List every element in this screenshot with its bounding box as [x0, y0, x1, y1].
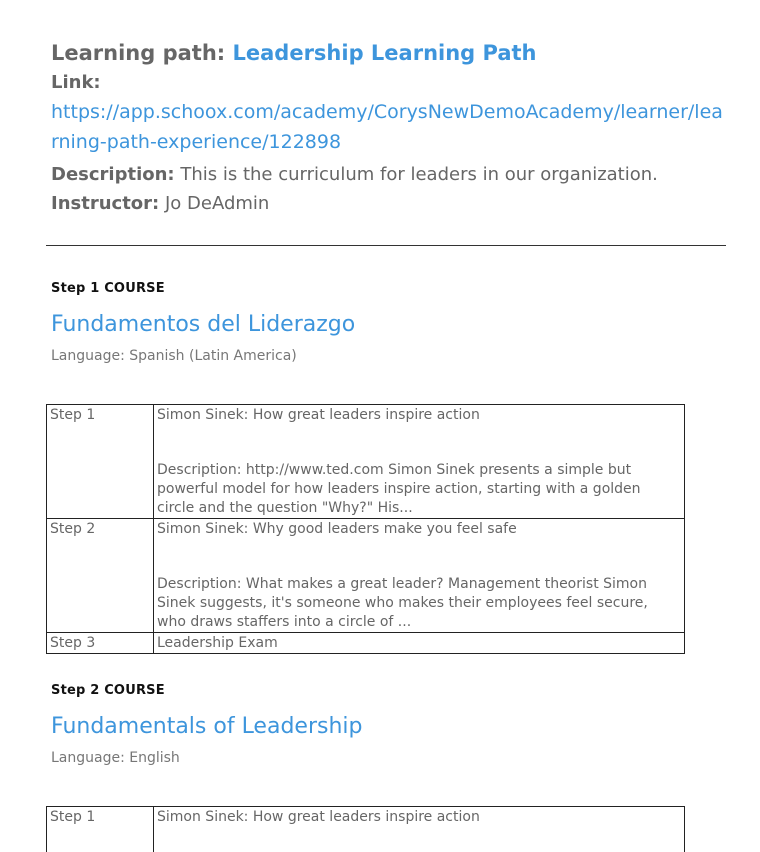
instructor-label: Instructor: — [51, 193, 160, 214]
step-title[interactable]: Simon Sinek: Why good leaders make you feel safe — [157, 521, 517, 537]
step-title[interactable]: Simon Sinek: How great leaders inspire action — [157, 407, 480, 423]
learning-path-link[interactable]: https://app.schoox.com/academy/CorysNewDemoAcademy/learner/learning-path-experience/122898 — [51, 101, 723, 153]
link-row — [51, 68, 731, 97]
description-text: This is the curriculum for leaders in our organization. — [180, 164, 658, 185]
learning-path-title — [51, 38, 731, 68]
course-section — [51, 683, 731, 767]
course-step-label: Step 2 COURSE — [51, 683, 165, 698]
description-label: Description: — [51, 164, 175, 185]
description-row — [51, 160, 731, 189]
learning-path-title-label: Learning path: — [51, 41, 226, 65]
instructor-row — [51, 189, 731, 218]
table-row — [47, 519, 685, 633]
step-number-cell: Step 3 — [47, 633, 154, 654]
table-row — [47, 633, 685, 654]
course-steps-table — [46, 404, 685, 654]
course-title[interactable]: Fundamentals of Leadership — [51, 714, 363, 739]
step-number-cell: Step 2 — [47, 519, 154, 633]
step-title[interactable]: Simon Sinek: How great leaders inspire action — [157, 809, 480, 825]
learning-path-header — [51, 38, 731, 218]
instructor-name: Jo DeAdmin — [164, 193, 270, 214]
step-number-cell: Step 1 — [47, 405, 154, 519]
table-row — [47, 405, 685, 519]
course-steps-table — [46, 806, 685, 852]
course-step-label: Step 1 COURSE — [51, 281, 165, 296]
step-content-cell — [154, 633, 685, 654]
step-description: Description: What makes a great leader? Management theorist Simon Sinek suggests, it's someone who makes their employees feel secure, who draws staffers into a circle of ... — [157, 576, 648, 630]
step-content-cell — [154, 807, 685, 852]
header-divider — [46, 245, 726, 246]
step-number-cell: Step 1 — [47, 807, 154, 852]
course-section — [51, 281, 731, 365]
course-language: Language: Spanish (Latin America) — [51, 348, 297, 364]
step-description: Description: http://www.ted.com Simon Sinek presents a simple but powerful model for how leaders inspire action, starting with a golden circle and the question "Why?" His... — [157, 462, 641, 516]
table-row — [47, 807, 685, 852]
course-language: Language: English — [51, 750, 180, 766]
learning-path-name[interactable]: Leadership Learning Path — [232, 41, 537, 65]
step-content-cell — [154, 519, 685, 633]
step-content-cell — [154, 405, 685, 519]
step-title[interactable]: Leadership Exam — [157, 635, 278, 651]
link-label: Link: — [51, 72, 101, 93]
course-title[interactable]: Fundamentos del Liderazgo — [51, 312, 356, 337]
